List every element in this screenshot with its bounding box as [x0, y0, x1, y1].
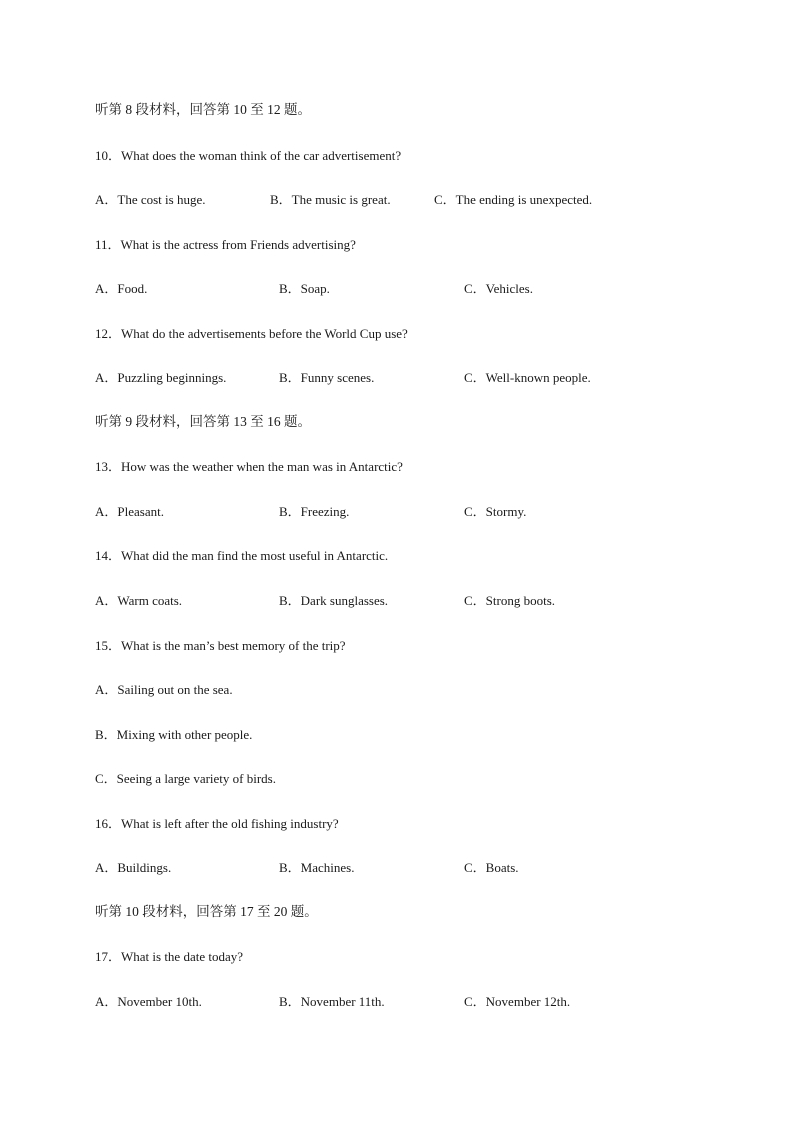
- question-12-option-c: C．Well-known people.: [464, 370, 591, 385]
- question-10-option-a: A．The cost is huge.: [95, 192, 206, 207]
- question-11-option-b: B．Soap.: [279, 281, 330, 296]
- question-11-stem: 11．What is the actress from Friends advertising?: [95, 237, 356, 252]
- section-heading-9: 听第 9 段材料，回答第 13 至 16 题。: [95, 414, 311, 429]
- question-15-stem: 15．What is the man’s best memory of the trip?: [95, 638, 346, 653]
- question-16-option-a: A．Buildings.: [95, 860, 172, 875]
- question-17-option-b: B．November 11th.: [279, 994, 385, 1009]
- question-13-option-c: C．Stormy.: [464, 504, 527, 519]
- question-13-option-a: A．Pleasant.: [95, 504, 164, 519]
- section-heading-10: 听第 10 段材料，回答第 17 至 20 题。: [95, 904, 318, 919]
- question-17-option-a: A．November 10th.: [95, 994, 202, 1009]
- question-15-option-b: B．Mixing with other people.: [95, 727, 253, 742]
- question-12-option-b: B．Funny scenes.: [279, 370, 375, 385]
- question-10-stem: 10．What does the woman think of the car advertisement?: [95, 148, 402, 163]
- question-17-option-c: C．November 12th.: [464, 994, 571, 1009]
- question-13-option-b: B．Freezing.: [279, 504, 350, 519]
- question-12-stem: 12．What do the advertisements before the World Cup use?: [95, 326, 408, 341]
- question-16-option-c: C．Boats.: [464, 860, 519, 875]
- question-10-option-b: B．The music is great.: [270, 192, 391, 207]
- question-10-option-c: C．The ending is unexpected.: [434, 192, 593, 207]
- question-14-option-b: B．Dark sunglasses.: [279, 593, 389, 608]
- question-15-option-c: C．Seeing a large variety of birds.: [95, 771, 276, 786]
- question-13-stem: 13．How was the weather when the man was in Antarctic?: [95, 459, 403, 474]
- question-17-stem: 17．What is the date today?: [95, 949, 244, 964]
- section-heading-8: 听第 8 段材料，回答第 10 至 12 题。: [95, 102, 311, 117]
- question-11-option-a: A．Food.: [95, 281, 148, 296]
- question-11-option-c: C．Vehicles.: [464, 281, 533, 296]
- question-14-stem: 14．What did the man find the most useful in Antarctic.: [95, 548, 389, 563]
- question-16-option-b: B．Machines.: [279, 860, 355, 875]
- question-14-option-a: A．Warm coats.: [95, 593, 183, 608]
- question-12-option-a: A．Puzzling beginnings.: [95, 370, 227, 385]
- question-15-option-a: A．Sailing out on the sea.: [95, 682, 233, 697]
- question-16-stem: 16．What is left after the old fishing industry?: [95, 816, 339, 831]
- question-14-option-c: C．Strong boots.: [464, 593, 556, 608]
